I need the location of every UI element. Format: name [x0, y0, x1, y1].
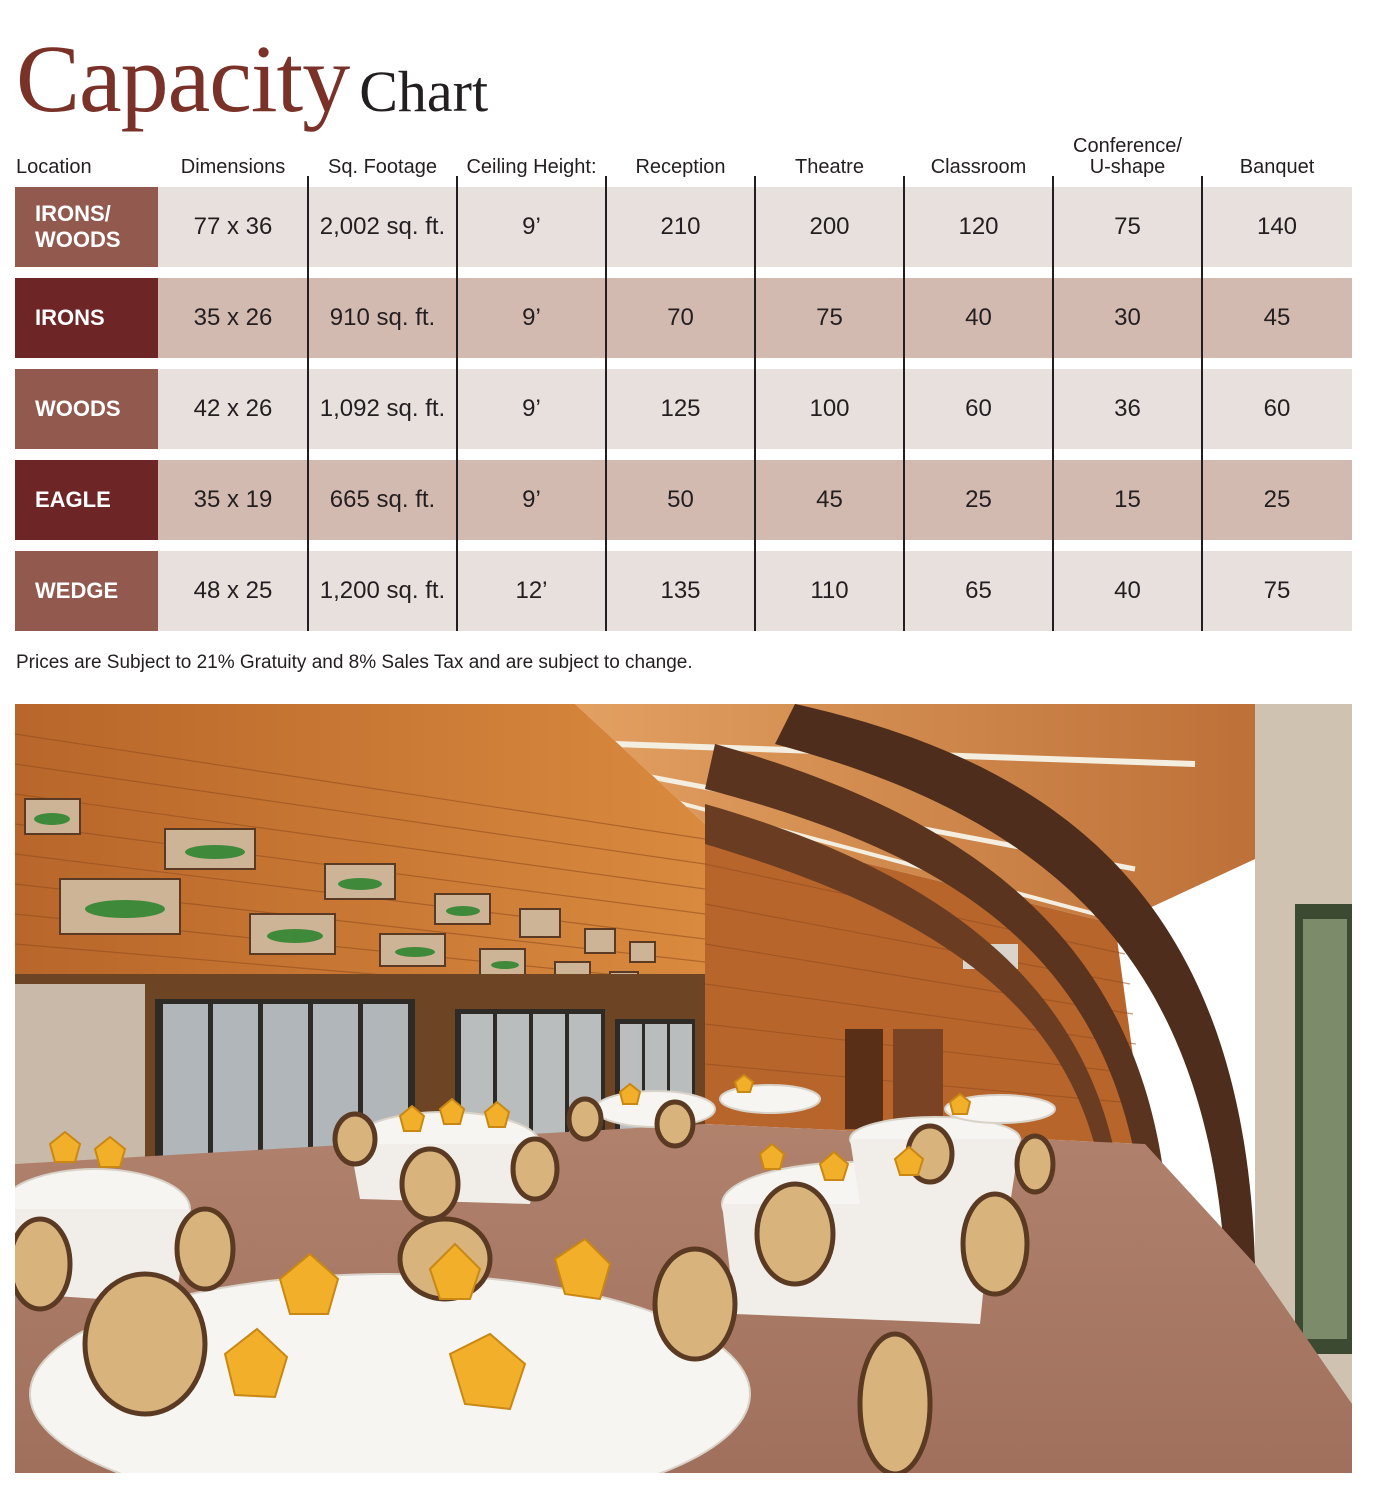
classroom-cell: 65 — [965, 577, 992, 604]
location-cell — [15, 551, 158, 631]
dimensions-cell: 42 x 26 — [193, 395, 273, 422]
location-cell — [15, 187, 158, 267]
conference-cell: 36 — [1114, 395, 1141, 422]
location-line1: IRONS — [35, 305, 105, 330]
reception-cell: 125 — [660, 395, 701, 422]
table-row — [15, 460, 1352, 540]
location-line1: EAGLE — [35, 487, 111, 512]
table-row — [15, 278, 1352, 358]
dimensions-cell: 35 x 26 — [193, 304, 273, 331]
banquet-cell: 25 — [1263, 486, 1291, 513]
column-divider — [903, 176, 905, 631]
title-capacity: Capacity — [16, 25, 350, 132]
column-divider — [1052, 176, 1054, 631]
classroom-cell: 120 — [958, 213, 999, 240]
dimensions-cell: 48 x 25 — [193, 577, 273, 604]
column-divider — [456, 176, 458, 631]
theatre-cell: 45 — [816, 486, 843, 513]
banquet-cell: 60 — [1263, 395, 1291, 422]
location-line1: WEDGE — [35, 578, 119, 603]
reception-cell: 70 — [667, 304, 694, 331]
theatre-cell: 110 — [810, 577, 849, 604]
page-title — [16, 24, 488, 134]
column-divider — [307, 176, 309, 631]
location-cell — [15, 369, 158, 449]
conference-cell: 30 — [1114, 304, 1141, 331]
ceiling-cell: 12’ — [515, 577, 548, 604]
conference-cell: 75 — [1114, 213, 1141, 240]
reception-cell: 135 — [660, 577, 701, 604]
classroom-cell: 60 — [965, 395, 992, 422]
header-location: Location — [16, 156, 92, 178]
column-divider — [605, 176, 607, 631]
pricing-note: Prices are Subject to 21% Gratuity and 8% Sales Tax and are subject to change. — [16, 652, 693, 673]
header-dimensions: Dimensions — [180, 156, 286, 178]
dimensions-cell: 35 x 19 — [193, 486, 273, 513]
ceiling-cell: 9’ — [522, 395, 541, 422]
header-sq-footage: Sq. Footage — [328, 156, 437, 178]
reception-cell: 50 — [667, 486, 694, 513]
location-cell — [15, 460, 158, 540]
location-line1: IRONS/ — [35, 201, 111, 226]
header-theatre: Theatre — [795, 156, 864, 178]
banquet-cell: 140 — [1256, 213, 1298, 240]
location-cell — [15, 278, 158, 358]
reception-cell: 210 — [660, 213, 701, 240]
column-divider — [1201, 176, 1203, 631]
sq-footage-cell: 1,200 sq. ft. — [319, 577, 446, 604]
header-conference — [1053, 130, 1202, 180]
sq-footage-cell: 910 sq. ft. — [329, 304, 436, 331]
ceiling-cell: 9’ — [522, 486, 541, 513]
theatre-cell: 100 — [809, 395, 850, 422]
theatre-cell: 200 — [809, 213, 850, 240]
title-chart: Chart — [359, 59, 489, 124]
header-conference-line1: Conference/ — [1073, 135, 1182, 157]
header-banquet: Banquet — [1239, 156, 1315, 178]
table-row — [15, 369, 1352, 449]
column-divider — [754, 176, 756, 631]
conference-cell: 40 — [1114, 577, 1141, 604]
banquet-room-photo — [15, 704, 1352, 1473]
location-line2: WOODS — [35, 227, 121, 252]
classroom-cell: 40 — [965, 304, 992, 331]
table-row — [15, 551, 1352, 631]
sq-footage-cell: 2,002 sq. ft. — [319, 213, 446, 240]
conference-cell: 15 — [1114, 486, 1141, 513]
header-classroom: Classroom — [930, 156, 1027, 178]
location-line1: WOODS — [35, 396, 121, 421]
header-ceiling-height: Ceiling Height: — [466, 156, 597, 178]
sq-footage-cell: 1,092 sq. ft. — [319, 395, 446, 422]
ceiling-cell: 9’ — [522, 213, 541, 240]
theatre-cell: 75 — [816, 304, 843, 331]
dimensions-cell: 77 x 36 — [193, 213, 273, 240]
banquet-cell: 75 — [1263, 577, 1291, 604]
sq-footage-cell: 665 sq. ft. — [329, 486, 436, 513]
ceiling-cell: 9’ — [522, 304, 541, 331]
header-reception: Reception — [635, 156, 726, 178]
table-row — [15, 187, 1352, 267]
header-conference-line2: U-shape — [1089, 156, 1166, 178]
banquet-cell: 45 — [1263, 304, 1291, 331]
classroom-cell: 25 — [965, 486, 992, 513]
